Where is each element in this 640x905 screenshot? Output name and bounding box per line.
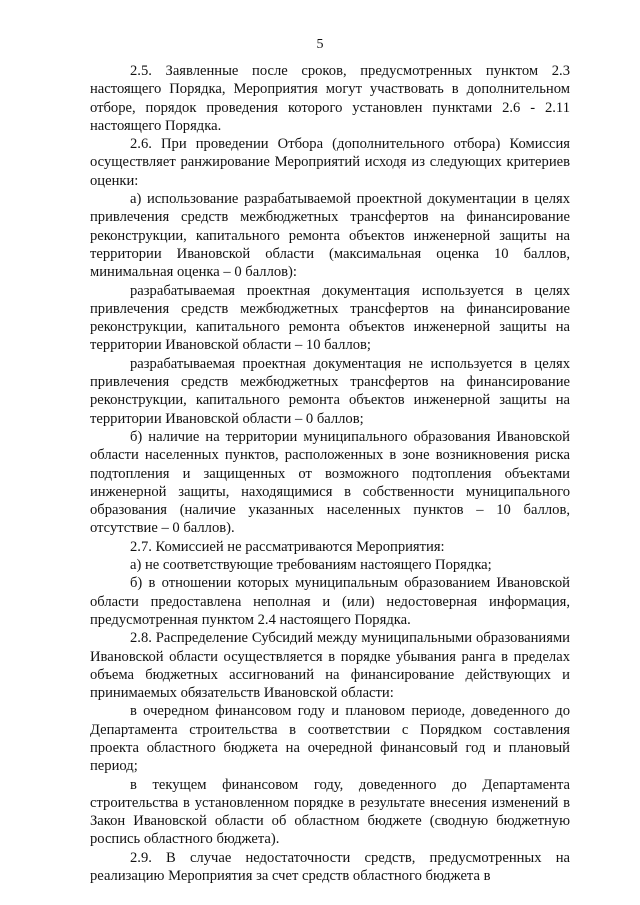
criterion-a: а) использование разрабатываемой проектной документации в целях привлечения средств межбюджетных трансфертов на финансирование реконструкции, капитального ремонта объектов инженерной защиты на территории Ивановской области (максимальная оценка 10 баллов, минимальная оценка – 0 баллов): — [90, 191, 570, 281]
paragraph-2-9: 2.9. В случае недостаточности средств, предусмотренных на реализацию Мероприятия за счет средств областного бюджета в — [90, 849, 570, 885]
criterion-b: б) наличие на территории муниципального образования Ивановской области населенных пунктов, расположенных в зоне возникновения риска подтопления и защищенных от возможного подтопления объектами инженерной защиты, находящимися в собственности муниципального образования (наличие указанных населенных пунктов – 10 баллов, отсутствие – 0 баллов). — [90, 428, 570, 537]
paragraph-2-5: 2.5. Заявленные после сроков, предусмотренных пунктом 2.3 настоящего Порядка, Мероприятия могут участвовать в дополнительном отборе, порядок проведения которого установлен пунктами 2.6 - 2.11 настоящего Порядка. — [90, 63, 570, 134]
exclusion-b: б) в отношении которых муниципальным образованием Ивановской области предоставлена неполная и (или) недостоверная информация, предусмотренная пунктом 2.4 настоящего Порядка. — [90, 575, 570, 628]
paragraph-2-7: 2.7. Комиссией не рассматриваются Мероприятия: — [130, 538, 445, 555]
allocation-next-year: в очередном финансовом году и плановом периоде, доведенного до Департамента строительства в соответствии с Порядком составления проекта областного бюджета на очередной финансовый год и плановый период; — [90, 703, 570, 775]
allocation-current-year: в текущем финансовом году, доведенного до Департамента строительства в установленном порядке в результате внесения изменений в Закон Ивановской области об областном бюджете (сводную бюджетную роспись областного бюджета). — [90, 776, 570, 848]
paragraph-2-8: 2.8. Распределение Субсидий между муниципальными образованиями Ивановской области осуществляется в порядке убывания ранга в пределах объема бюджетных ассигнований на финансирование действующих и принимаемых обязательств Ивановской области: — [90, 630, 570, 702]
page-number: 5 — [316, 37, 324, 52]
exclusion-a: а) не соответствующие требованиям настоящего Порядка; — [130, 557, 492, 574]
document-body — [90, 62, 570, 885]
paragraph-2-6: 2.6. При проведении Отбора (дополнительного отбора) Комиссия осуществляет ранжирование Мероприятий исходя из следующих критериев оценки: — [90, 136, 570, 189]
criterion-a-option-used: разрабатываемая проектная документация используется в целях привлечения средств межбюджетных трансфертов на финансирование реконструкции, капитального ремонта объектов инженерной защиты на территории Ивановской области – 10 баллов; — [90, 282, 570, 354]
criterion-a-option-not-used: разрабатываемая проектная документация не используется в целях привлечения средств межбюджетных трансфертов на финансирование реконструкции, капитального ремонта объектов инженерной защиты на территории Ивановской области – 0 баллов; — [90, 355, 570, 427]
